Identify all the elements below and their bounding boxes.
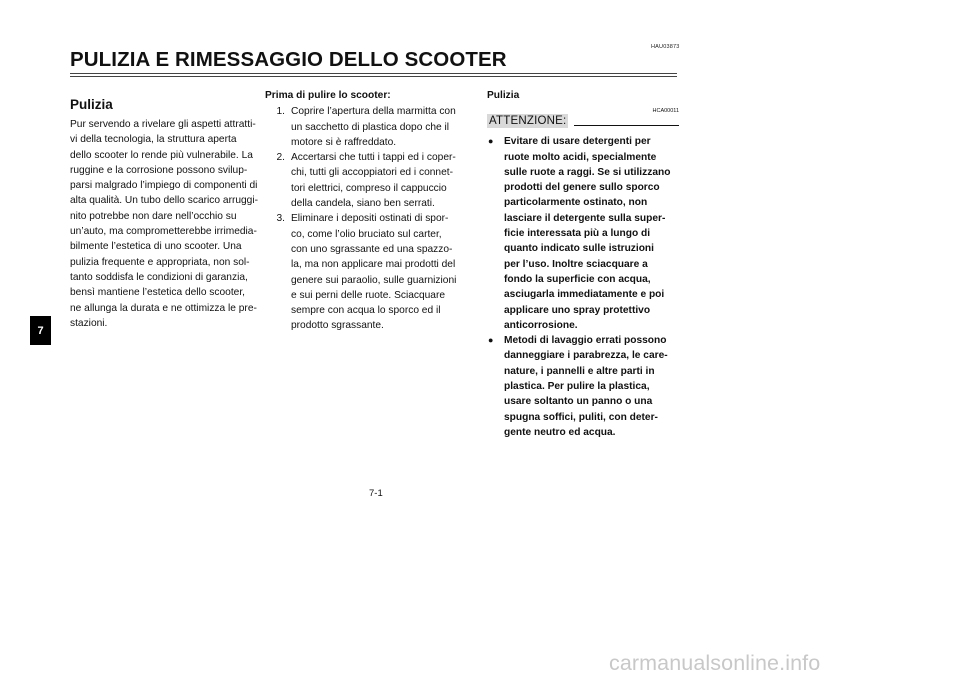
column-preparation <box>265 88 469 334</box>
text-line: gente neutro ed acqua. <box>504 426 616 438</box>
text-line: e sui perni delle ruote. Sciacquare <box>291 289 446 301</box>
text-line: prodotto sgrassante. <box>291 320 384 332</box>
text-line: usare soltanto un panno o una <box>504 396 653 408</box>
step-text <box>291 211 469 333</box>
caution-label: ATTENZIONE: <box>489 115 567 128</box>
step-number: 2. <box>276 152 285 164</box>
caution-header <box>487 114 679 128</box>
intro-paragraph <box>70 117 262 331</box>
title-rule-top <box>70 73 677 74</box>
caution-list <box>487 134 679 440</box>
text-line: vi della tecnologia, la struttura aperta <box>70 134 237 146</box>
text-line: stazioni. <box>70 317 108 329</box>
text-line: co, come l’olio bruciato sul carter, <box>291 228 442 240</box>
caution-bullet <box>487 333 679 440</box>
text-line: alta qualità. Un tubo dello scarico arruggi- <box>70 195 259 207</box>
text-line: Metodi di lavaggio errati possono <box>504 335 667 347</box>
text-line: Pur servendo a rivelare gli aspetti attratti- <box>70 119 256 130</box>
text-line: dello scooter lo rende più vulnerabile. La <box>70 149 253 161</box>
text-line: sempre con acqua lo sporco ed il <box>291 305 441 317</box>
bullet-text <box>504 333 679 440</box>
bullet-text <box>504 134 679 333</box>
text-line: Eliminare i depositi ostinati di spor- <box>291 213 449 225</box>
step-number: 1. <box>276 106 285 118</box>
step-item <box>265 150 469 211</box>
text-line: sulle ruote a raggi. Se si utilizzano <box>504 166 671 178</box>
title-rule-bottom <box>70 76 677 77</box>
text-line: quanto indicato sulle istruzioni <box>504 243 654 255</box>
bullet-icon: ● <box>488 335 494 346</box>
preparation-steps <box>265 104 469 333</box>
page-title: PULIZIA E RIMESSAGGIO DELLO SCOOTER <box>70 48 507 71</box>
text-line: nature, i pannelli e altre parti in <box>504 365 655 377</box>
page-number: 7-1 <box>369 488 383 499</box>
text-line: particolarmente ostinato, non <box>504 197 648 209</box>
step-item <box>265 211 469 333</box>
watermark: carmanualsonline.info <box>609 651 821 675</box>
text-line: Coprire l’apertura della marmitta con <box>291 106 456 118</box>
chapter-tab-number: 7 <box>37 324 44 337</box>
section-code: HAU03873 <box>651 44 680 50</box>
text-line: ne allunga la durata e ne ottimizza le pre- <box>70 302 257 314</box>
text-line: bensì mantiene l’estetica dello scooter, <box>70 287 245 299</box>
section-heading: Pulizia <box>70 97 113 112</box>
text-line: ficie interessata più a lungo di <box>504 228 651 240</box>
text-line: bilmente l’estetica di uno scooter. Una <box>70 241 242 253</box>
caution-bullet <box>487 134 679 333</box>
text-line: chi, tutti gli accoppiatori ed i connet- <box>291 167 453 179</box>
step-text <box>291 104 469 150</box>
text-line: asciugarla immediatamente e poi <box>504 289 665 301</box>
text-line: lasciare il detergente sulla super- <box>504 212 666 224</box>
text-line: plastica. Per pulire la plastica, <box>504 381 650 393</box>
text-line: Evitare di usare detergenti per <box>504 136 651 148</box>
text-line: della candela, siano ben serrati. <box>291 198 435 210</box>
bullet-icon: ● <box>488 136 494 147</box>
text-line: ruote molto acidi, specialmente <box>504 151 657 163</box>
column-cleaning <box>487 88 679 440</box>
step-item <box>265 104 469 150</box>
text-line: motore si è raffreddato. <box>291 136 397 148</box>
text-line: nito potrebbe non dare nell’occhio su <box>70 210 237 222</box>
text-line: parsi malgrado l’impiego di componenti di <box>70 180 258 192</box>
text-line: applicare uno spray protettivo <box>504 304 651 316</box>
text-line: ruggine e la corrosione possono svilup- <box>70 164 248 176</box>
text-line: Accertarsi che tutti i tappi ed i coper- <box>291 152 456 164</box>
text-line: spugna soffici, puliti, con deter- <box>504 411 658 423</box>
text-line: genere sui paraolio, sulle guarnizioni <box>291 274 457 286</box>
text-line: la, ma non applicare mai prodotti del <box>291 259 456 271</box>
text-line: prodotti del genere sullo sporco <box>504 182 660 194</box>
text-line: un’auto, ma comprometterebbe irrimedia- <box>70 226 257 238</box>
step-text <box>291 150 469 211</box>
column-intro <box>70 96 262 331</box>
text-line: con uno sgrassante ed una spazzo- <box>291 243 453 255</box>
cleaning-heading: Pulizia <box>487 90 520 101</box>
preparation-heading: Prima di pulire lo scooter: <box>265 90 391 101</box>
step-number: 3. <box>276 213 285 225</box>
text-line: tanto soddisfa le condizioni di garanzia, <box>70 271 248 283</box>
text-line: un sacchetto di plastica dopo che il <box>291 121 450 133</box>
text-line: per l’uso. Inoltre sciacquare a <box>504 258 648 270</box>
caution-rule <box>574 125 679 126</box>
text-line: tori elettrici, compreso il cappuccio <box>291 182 447 194</box>
text-line: danneggiare i parabrezza, le care- <box>504 350 668 362</box>
text-line: pulizia frequente e appropriata, non sol- <box>70 256 250 268</box>
caution-code: HCA00011 <box>652 108 679 115</box>
text-line: fondo la superficie con acqua, <box>504 273 651 285</box>
text-line: anticorrosione. <box>504 319 578 331</box>
chapter-tab <box>30 316 51 345</box>
